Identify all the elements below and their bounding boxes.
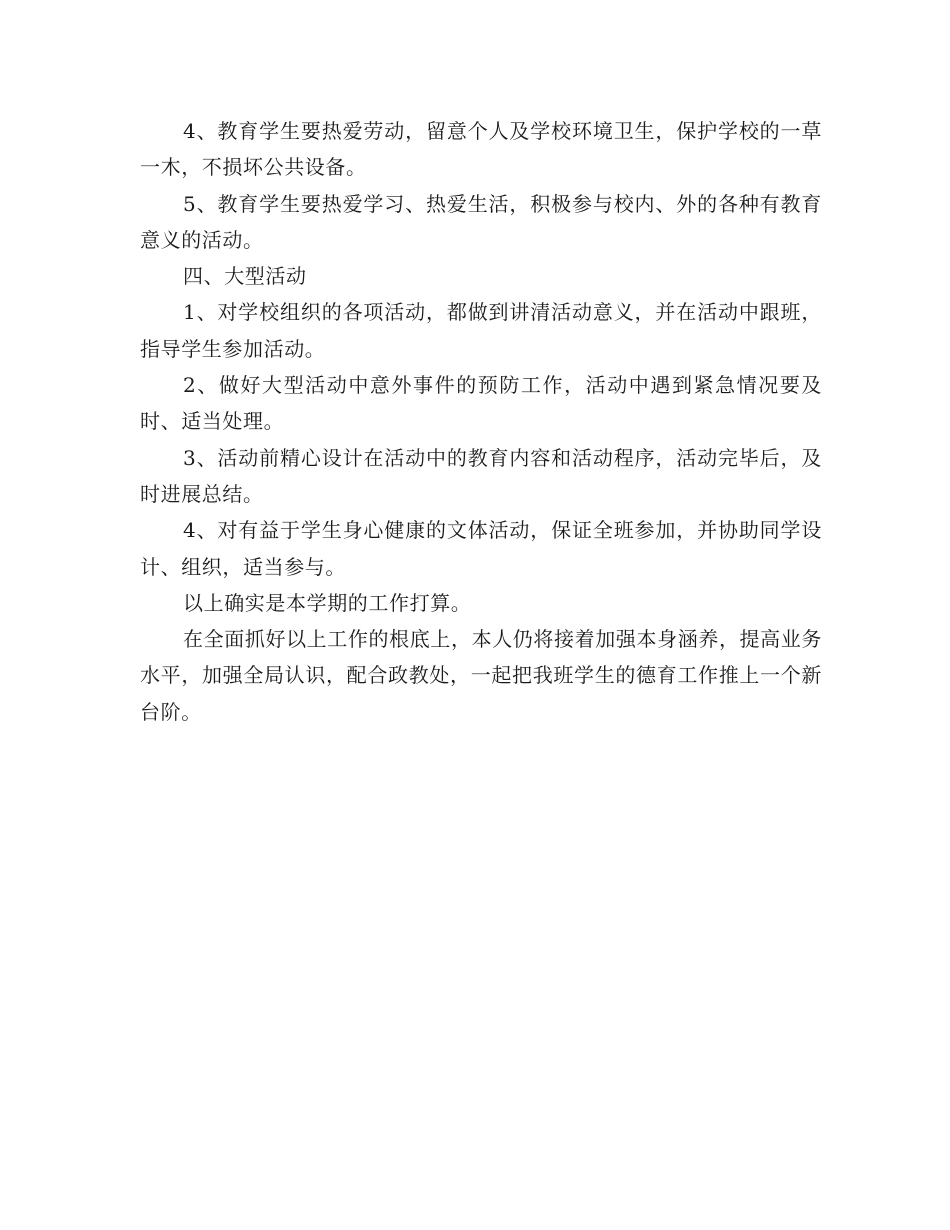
- section-heading-large-activities: 四、大型活动: [183, 264, 307, 289]
- paragraph-activity-meaning: 1、对学校组织的各项活动，都做到讲清活动意义，并在活动中跟班，指导学生参加活动。: [140, 300, 822, 361]
- paragraph-labor-education: 4、教育学生要热爱劳动，留意个人及学校环境卫生，保护学校的一草一木，不损坏公共设备。: [140, 119, 822, 180]
- document-body: [140, 113, 822, 730]
- paragraph-accident-prevention: 2、做好大型活动中意外事件的预防工作，活动中遇到紧急情况要及时、适当处理。: [140, 373, 822, 434]
- paragraph-study-education: 5、教育学生要热爱学习、热爱生活，积极参与校内、外的各种有教育意义的活动。: [140, 191, 822, 252]
- paragraph-plan-summary: 以上确实是本学期的工作打算。: [183, 590, 472, 615]
- paragraph-conclusion: 在全面抓好以上工作的根底上，本人仍将接着加强本身涵养，提高业务水平，加强全局认识，配合政教处，一起把我班学生的德育工作推上一个新台阶。: [140, 627, 822, 724]
- paragraph-sports-activities: 4、对有益于学生身心健康的文体活动，保证全班参加，并协助同学设计、组织，适当参与。: [140, 518, 822, 579]
- paragraph-activity-design: 3、活动前精心设计在活动中的教育内容和活动程序，活动完毕后，及时进展总结。: [140, 445, 822, 506]
